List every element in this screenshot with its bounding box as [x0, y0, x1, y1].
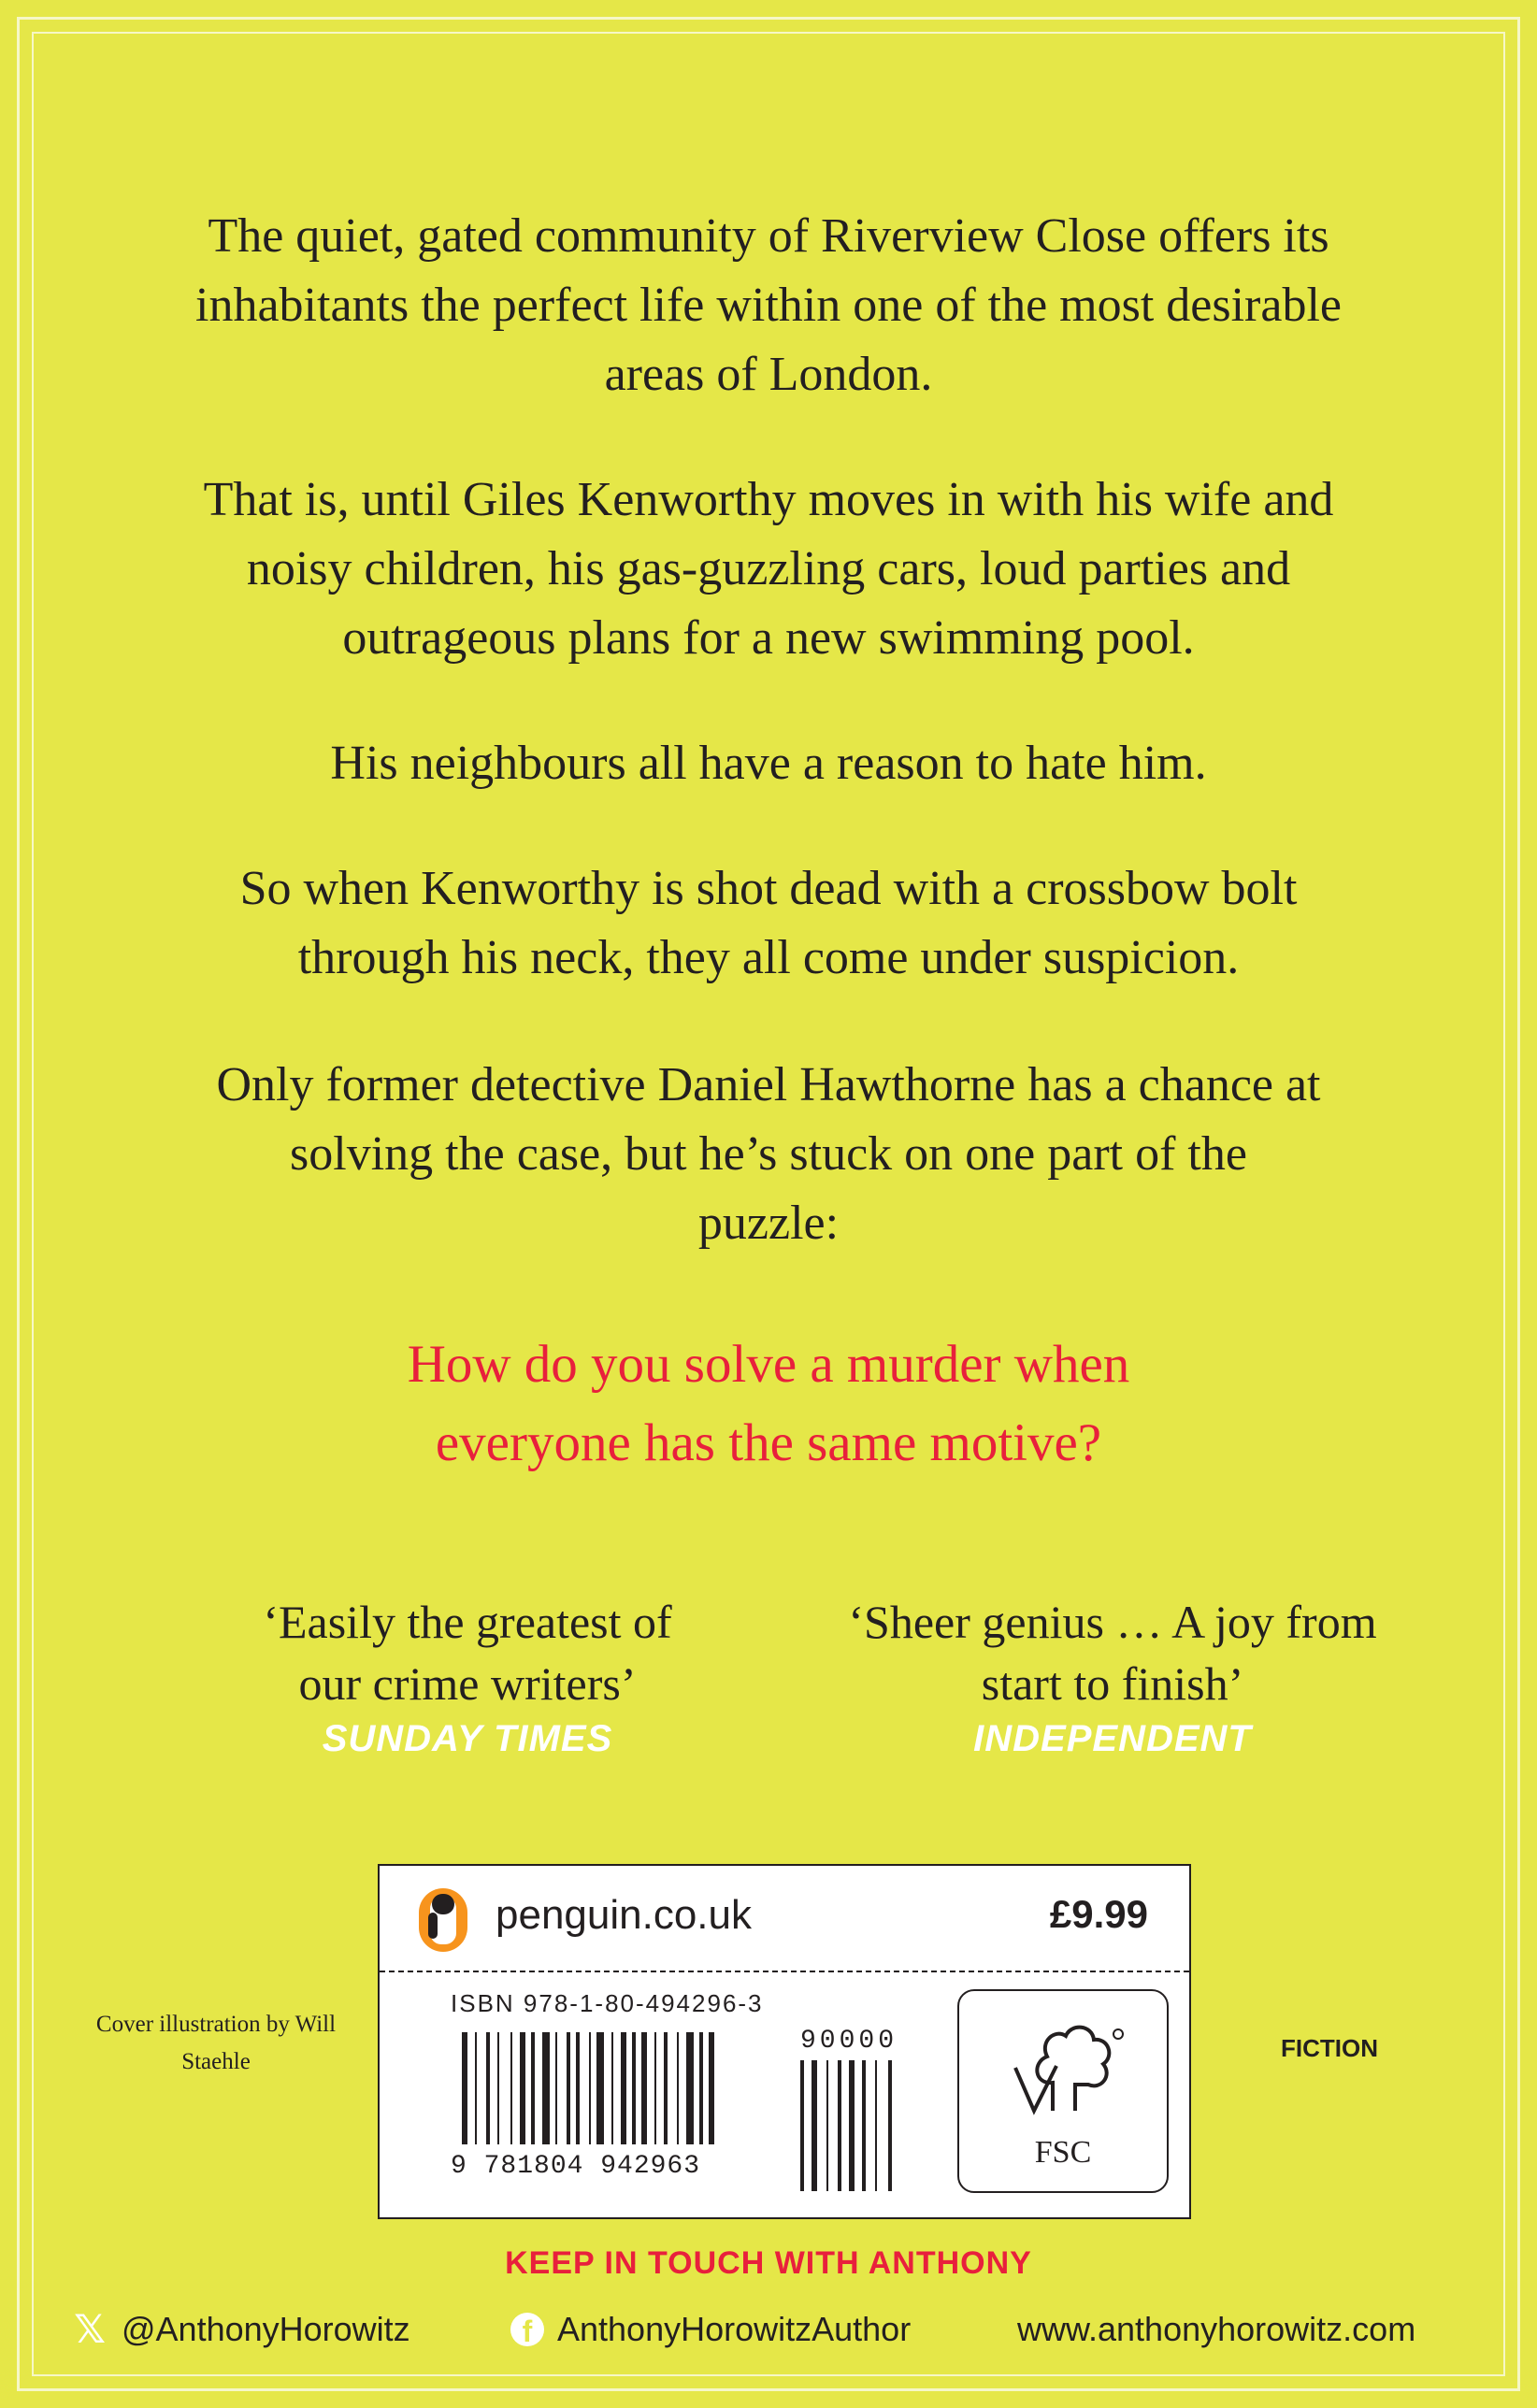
barcode-stripe: [542, 2032, 550, 2144]
fsc-label: FSC: [1034, 2135, 1092, 2170]
fsc-tree-icon: [959, 2000, 1171, 2141]
barcode-stripe: [611, 2032, 613, 2144]
barcode-addon-stripe: [862, 2060, 866, 2191]
barcode-stripe: [654, 2032, 656, 2144]
barcode-stripe: [475, 2032, 477, 2144]
barcode-stripe: [510, 2032, 512, 2144]
blurb-paragraph-5: [112, 1051, 1425, 1258]
blurb-paragraph-2: [112, 466, 1425, 673]
quote-source-1: SUNDAY TIMES: [322, 1718, 613, 1759]
barcode-stripe: [589, 2032, 591, 2144]
barcode-addon-stripe: [812, 2060, 817, 2191]
tagline-text: How do you solve a murder when everyone has the same motive?: [407, 1335, 1130, 1472]
facebook-handle[interactable]: AnthonyHorowitzAuthor: [557, 2310, 912, 2348]
barcode-stripe: [576, 2032, 580, 2144]
blurb-text-3: His neighbours all have a reason to hate him.: [330, 737, 1207, 790]
barcode-stripe: [699, 2032, 703, 2144]
barcode-stripe: [677, 2032, 679, 2144]
barcode-addon-stripe: [875, 2060, 877, 2191]
fsc-mark: [957, 1989, 1169, 2193]
cover-credit: Cover illustration by Will Staehle: [95, 2012, 337, 2074]
penguin-logo-icon: [419, 1888, 467, 1952]
publisher-website[interactable]: penguin.co.uk: [496, 1892, 752, 1938]
barcode-stripe: [621, 2032, 626, 2144]
author-website[interactable]: www.anthonyhorowitz.com: [1017, 2310, 1416, 2348]
barcode-digits: 9 781804 942963: [451, 2152, 787, 2181]
price: £9.99: [1049, 1892, 1148, 1936]
review-quote-1: [168, 1591, 767, 1763]
category-label: FICTION: [1281, 2034, 1378, 2062]
quote-text-1: ‘Easily the greatest of our crime writers’: [263, 1596, 672, 1710]
blurb-text-4: So when Kenworthy is shot dead with a crossbow bolt through his neck, they all come under suspicion.: [239, 862, 1298, 984]
blurb-paragraph-1: [112, 202, 1425, 409]
barcode-stripe: [462, 2032, 467, 2144]
x-logo-icon: 𝕏: [74, 2307, 106, 2351]
barcode-addon-stripe: [800, 2060, 804, 2191]
blurb-text-5: Only former detective Daniel Hawthorne has a chance at solving the case, but he’s stuck on one part of the puzzle:: [216, 1058, 1321, 1250]
blurb-text-1: The quiet, gated community of Riverview Close offers its inhabitants the perfect life within one of the most desirable areas of London.: [195, 209, 1342, 401]
barcode-stripe: [686, 2032, 694, 2144]
isbn-label: ISBN 978-1-80-494296-3: [451, 1989, 764, 2017]
barcode-addon-stripe: [826, 2060, 828, 2191]
barcode-addon-stripe: [838, 2060, 841, 2191]
barcode-panel: [378, 1864, 1191, 2219]
blurb-paragraph-4: [112, 854, 1425, 993]
barcode-addon-stripe: [888, 2060, 892, 2191]
barcode-stripe: [632, 2032, 636, 2144]
blurb-paragraph-3: [112, 729, 1425, 798]
barcode-stripe: [486, 2032, 490, 2144]
tagline: [112, 1326, 1425, 1483]
facebook-icon: f: [510, 2313, 544, 2346]
social-facebook[interactable]: [510, 2301, 911, 2358]
barcode-stripe: [531, 2032, 535, 2144]
quote-text-2: ‘Sheer genius … A joy from start to finish’: [848, 1596, 1377, 1710]
barcode-stripe: [567, 2032, 570, 2144]
blurb-text-2: That is, until Giles Kenworthy moves in with his wife and noisy children, his gas-guzzling cars, loud parties and outrageous plans for a new swimming pool.: [203, 473, 1334, 665]
barcode-stripe: [596, 2032, 604, 2144]
barcode-stripe: [520, 2032, 525, 2144]
social-twitter[interactable]: [71, 2301, 410, 2358]
twitter-handle[interactable]: @AnthonyHorowitz: [122, 2310, 410, 2348]
barcode-stripe: [709, 2032, 714, 2144]
price-code: 90000: [800, 2027, 898, 2056]
barcode-header: [380, 1866, 1189, 1972]
review-quote-2: [813, 1591, 1412, 1763]
quote-source-2: INDEPENDENT: [973, 1718, 1252, 1759]
barcode-stripe: [664, 2032, 668, 2144]
keep-in-touch-heading: KEEP IN TOUCH WITH ANTHONY: [505, 2245, 1032, 2281]
barcode-stripe: [497, 2032, 499, 2144]
barcode-stripe: [555, 2032, 557, 2144]
barcode-addon-stripe: [849, 2060, 855, 2191]
social-website[interactable]: [1017, 2301, 1415, 2358]
barcode-stripe: [641, 2032, 647, 2144]
